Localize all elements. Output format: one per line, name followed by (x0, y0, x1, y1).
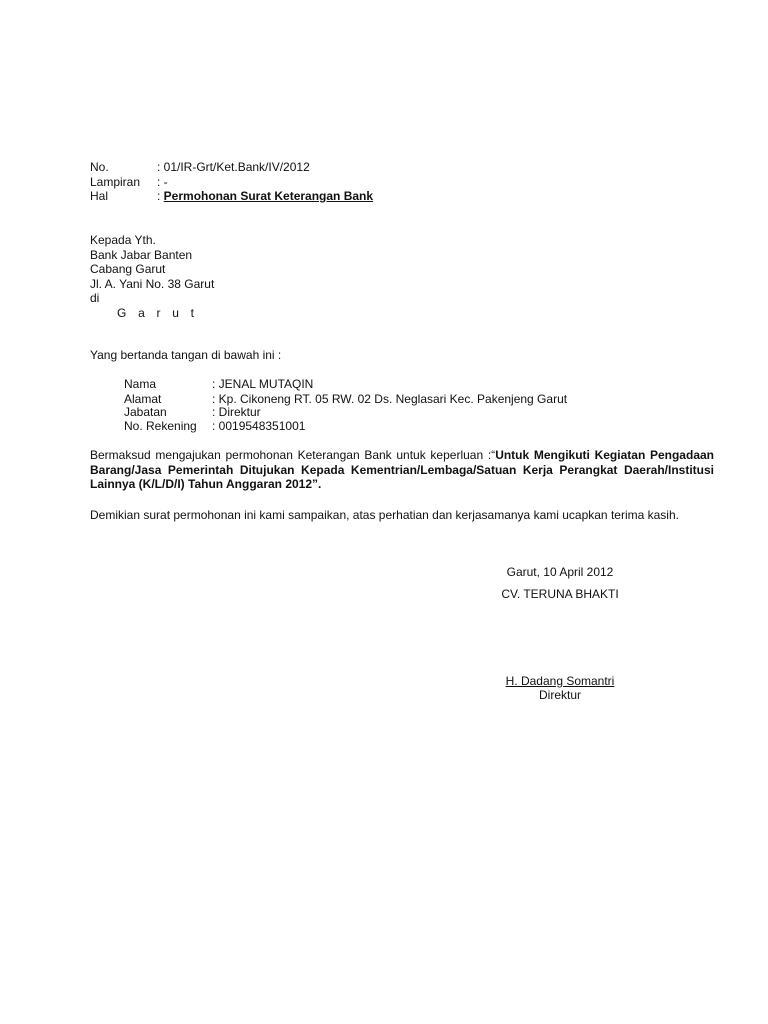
purpose-prefix: Bermaksud mengajukan permohonan Keterangan Bank untuk keperluan :“ (90, 448, 496, 462)
identity-alamat-value: : Kp. Cikoneng RT. 05 RW. 02 Ds. Neglasari Kec. Pakenjeng Garut (212, 391, 568, 406)
recipient-address: Jl. A. Yani No. 38 Garut (90, 276, 215, 291)
recipient-branch: Cabang Garut (90, 262, 166, 276)
header-hal-row (90, 189, 373, 204)
header-lampiran-row (90, 175, 168, 190)
purpose-bold-text: Untuk Mengikuti Kegiatan Pengadaan Barang/Jasa Pemerintah Ditujukan Kepada Kementrian/Lembaga/Satuan Kerja Perangkat Daerah/Institusi Lainnya (K/L/D/I) Tahun Anggaran 2012”. (90, 448, 714, 491)
identity-jabatan-value: : Direktur (212, 405, 261, 419)
header-hal-colon: : (157, 189, 164, 203)
header-no-value: : 01/IR-Grt/Ket.Bank/IV/2012 (157, 160, 310, 174)
signature-name-row (480, 674, 640, 689)
header-no-label: No. (90, 160, 109, 174)
identity-rekening-label: No. Rekening (124, 419, 197, 433)
identity-nama-label: Nama (124, 377, 157, 391)
signature-company: CV. TERUNA BHAKTI (501, 587, 619, 601)
identity-nama-row (124, 377, 313, 392)
intro-text: Yang bertanda tangan di bawah ini : (90, 348, 282, 362)
identity-nama-value: : JENAL MUTAQIN (212, 377, 314, 391)
recipient-city: G a r u t (117, 305, 199, 320)
recipient-greeting: Kepada Yth. (90, 233, 156, 247)
signature-place-date: Garut, 10 April 2012 (506, 565, 614, 579)
signature-name: H. Dadang Somantri (505, 674, 615, 688)
identity-rekening-row (124, 419, 305, 434)
purpose-paragraph (90, 448, 714, 492)
identity-jabatan-row (124, 405, 261, 420)
header-hal-label: Hal (90, 189, 109, 203)
header-lampiran-label: Lampiran (90, 174, 141, 189)
identity-rekening-value: : 0019548351001 (212, 419, 306, 433)
recipient-bank: Bank Jabar Banten (90, 247, 193, 262)
closing-paragraph: Demikian surat permohonan ini kami sampaikan, atas perhatian dan kerjasamanya kami ucapkan terima kasih. (90, 508, 679, 522)
identity-alamat-row (124, 392, 567, 407)
identity-alamat-label: Alamat (124, 391, 162, 406)
identity-jabatan-label: Jabatan (124, 405, 167, 419)
header-lampiran-value: : - (157, 174, 168, 189)
signature-title: Direktur (538, 688, 581, 702)
header-no-row (90, 160, 310, 175)
recipient-di: di (90, 291, 100, 305)
header-hal-subject: Permohonan Surat Keterangan Bank (163, 189, 374, 203)
